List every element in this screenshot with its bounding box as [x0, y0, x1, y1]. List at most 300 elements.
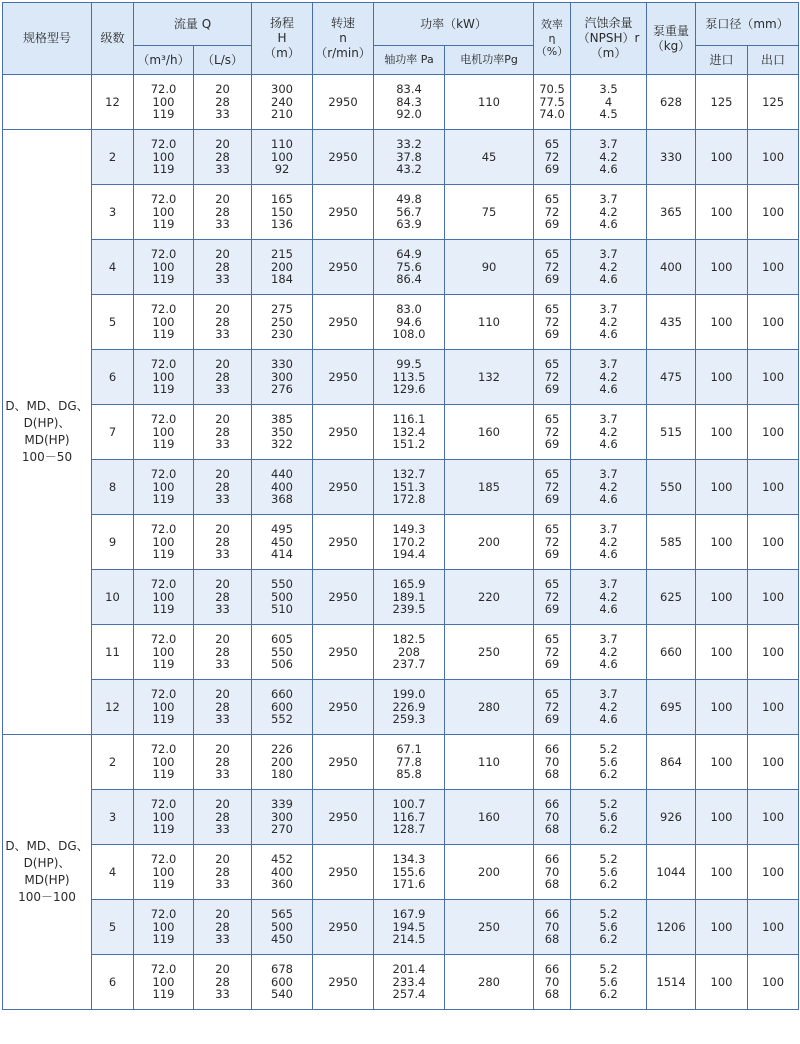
inlet-cell	[696, 185, 748, 240]
table-row	[3, 350, 799, 405]
weight-cell-value: 625	[660, 589, 682, 604]
efficiency-cell-value: 65 72 69	[544, 302, 560, 342]
head-cell	[252, 75, 313, 130]
stage-cell	[92, 240, 134, 295]
inlet-cell	[696, 405, 748, 460]
model-cell	[3, 735, 92, 1010]
header-head	[252, 3, 313, 75]
weight-cell	[647, 295, 696, 350]
inlet-cell-value: 100	[710, 919, 733, 934]
head-cell	[252, 845, 313, 900]
stage-cell	[92, 130, 134, 185]
weight-cell	[647, 900, 696, 955]
efficiency-cell	[534, 460, 571, 515]
motor-power-cell	[445, 350, 534, 405]
weight-cell-value: 1044	[656, 864, 686, 879]
flow-m3h-cell-value: 72.0 100 119	[150, 467, 177, 507]
model-label: D、MD、DG、 D(HP)、 MD(HP) 100－50	[5, 399, 89, 464]
stage-cell	[92, 680, 134, 735]
outlet-cell-value: 100	[762, 149, 785, 164]
inlet-cell	[696, 75, 748, 130]
table-row	[3, 515, 799, 570]
motor-power-cell	[445, 460, 534, 515]
efficiency-cell-value: 66 70 68	[544, 962, 560, 1002]
outlet-cell-value: 100	[762, 919, 785, 934]
shaft-power-cell-value: 182.5 208 237.7	[392, 632, 426, 672]
header-efficiency	[534, 3, 571, 75]
efficiency-cell-value: 66 70 68	[544, 742, 560, 782]
weight-cell-value: 628	[660, 94, 682, 109]
flow-ls-cell-value: 20 28 33	[215, 357, 230, 397]
weight-cell-value: 695	[660, 699, 682, 714]
shaft-power-cell-value: 165.9 189.1 239.5	[392, 577, 426, 617]
motor-power-cell-value: 200	[478, 864, 500, 879]
stage-cell-value: 12	[105, 94, 120, 109]
flow-ls-cell-value: 20 28 33	[215, 82, 230, 122]
outlet-cell	[748, 75, 799, 130]
inlet-cell	[696, 460, 748, 515]
weight-cell-value: 365	[660, 204, 682, 219]
outlet-cell-value: 100	[762, 314, 785, 329]
npsh-cell-value: 3.7 4.2 4.6	[599, 577, 618, 617]
model-cell	[3, 130, 92, 735]
weight-cell	[647, 185, 696, 240]
stage-cell-value: 2	[108, 754, 117, 769]
outlet-cell-value: 100	[762, 974, 785, 989]
head-cell	[252, 680, 313, 735]
shaft-power-cell-value: 67.1 77.8 85.8	[396, 742, 422, 782]
inlet-cell	[696, 900, 748, 955]
head-cell-value: 495 450 414	[271, 522, 293, 562]
header-outlet: 出口	[748, 46, 799, 75]
inlet-cell	[696, 240, 748, 295]
efficiency-cell-value: 65 72 69	[544, 467, 560, 507]
speed-cell-value: 2950	[328, 314, 358, 329]
efficiency-cell	[534, 240, 571, 295]
flow-m3h-cell-value: 72.0 100 119	[150, 907, 177, 947]
outlet-cell-value: 100	[762, 369, 785, 384]
shaft-power-cell	[374, 845, 445, 900]
inlet-cell-value: 100	[710, 699, 733, 714]
speed-cell	[313, 185, 374, 240]
npsh-cell	[571, 130, 647, 185]
speed-cell	[313, 790, 374, 845]
outlet-cell	[748, 460, 799, 515]
flow-ls-cell-value: 20 28 33	[215, 192, 230, 232]
weight-cell	[647, 570, 696, 625]
stage-cell	[92, 625, 134, 680]
header-model: 规格型号	[3, 3, 92, 75]
table-row	[3, 900, 799, 955]
inlet-cell-value: 100	[710, 314, 733, 329]
header-bore: 泵口径（mm）	[696, 3, 799, 46]
npsh-cell	[571, 350, 647, 405]
table-row	[3, 130, 799, 185]
npsh-cell	[571, 790, 647, 845]
header-npsh	[571, 3, 647, 75]
npsh-cell	[571, 625, 647, 680]
stage-cell-value: 5	[108, 919, 117, 934]
flow-m3h-cell-value: 72.0 100 119	[150, 962, 177, 1002]
shaft-power-cell-value: 83.0 94.6 108.0	[392, 302, 426, 342]
outlet-cell-value: 100	[762, 699, 785, 714]
speed-cell-value: 2950	[328, 369, 358, 384]
stage-cell-value: 6	[108, 974, 117, 989]
flow-ls-cell-value: 20 28 33	[215, 577, 230, 617]
efficiency-cell	[534, 185, 571, 240]
flow-m3h-cell-value: 72.0 100 119	[150, 742, 177, 782]
flow-m3h-cell	[134, 350, 194, 405]
npsh-cell	[571, 75, 647, 130]
motor-power-cell	[445, 845, 534, 900]
head-cell-value: 385 350 322	[271, 412, 293, 452]
flow-ls-cell	[194, 625, 252, 680]
outlet-cell-value: 100	[762, 479, 785, 494]
weight-cell-value: 585	[660, 534, 682, 549]
table-body	[3, 75, 799, 1010]
inlet-cell	[696, 295, 748, 350]
efficiency-cell-value: 66 70 68	[544, 907, 560, 947]
shaft-power-cell-value: 100.7 116.7 128.7	[392, 797, 426, 837]
flow-ls-cell	[194, 130, 252, 185]
outlet-cell-value: 100	[762, 259, 785, 274]
efficiency-cell	[534, 75, 571, 130]
speed-cell	[313, 900, 374, 955]
motor-power-cell	[445, 295, 534, 350]
npsh-cell-value: 3.7 4.2 4.6	[599, 522, 618, 562]
speed-cell	[313, 350, 374, 405]
npsh-cell-value: 5.2 5.6 6.2	[599, 742, 618, 782]
speed-cell-value: 2950	[328, 864, 358, 879]
shaft-power-cell	[374, 680, 445, 735]
inlet-cell	[696, 350, 748, 405]
flow-ls-cell-value: 20 28 33	[215, 907, 230, 947]
motor-power-cell-value: 250	[478, 644, 500, 659]
head-cell	[252, 460, 313, 515]
flow-m3h-cell-value: 72.0 100 119	[150, 137, 177, 177]
inlet-cell-value: 100	[710, 479, 733, 494]
flow-ls-cell-value: 20 28 33	[215, 302, 230, 342]
speed-cell	[313, 295, 374, 350]
inlet-cell-value: 100	[710, 149, 733, 164]
flow-ls-cell-value: 20 28 33	[215, 962, 230, 1002]
npsh-cell	[571, 515, 647, 570]
weight-cell-value: 550	[660, 479, 682, 494]
efficiency-cell-value: 65 72 69	[544, 192, 560, 232]
shaft-power-cell-value: 49.8 56.7 63.9	[396, 192, 422, 232]
weight-cell	[647, 735, 696, 790]
npsh-cell	[571, 460, 647, 515]
outlet-cell-value: 100	[762, 204, 785, 219]
table-row	[3, 240, 799, 295]
npsh-cell-value: 5.2 5.6 6.2	[599, 962, 618, 1002]
head-cell-value: 339 300 270	[271, 797, 293, 837]
motor-power-cell	[445, 625, 534, 680]
flow-ls-cell-value: 20 28 33	[215, 522, 230, 562]
stage-cell-value: 10	[105, 589, 120, 604]
speed-cell-value: 2950	[328, 754, 358, 769]
flow-m3h-cell-value: 72.0 100 119	[150, 247, 177, 287]
flow-m3h-cell	[134, 295, 194, 350]
table-row	[3, 790, 799, 845]
efficiency-cell	[534, 405, 571, 460]
speed-cell	[313, 955, 374, 1010]
shaft-power-cell	[374, 295, 445, 350]
head-cell-value: 565 500 450	[271, 907, 293, 947]
speed-cell-value: 2950	[328, 149, 358, 164]
inlet-cell-value: 100	[710, 369, 733, 384]
efficiency-cell	[534, 680, 571, 735]
motor-power-cell	[445, 130, 534, 185]
motor-power-cell-value: 250	[478, 919, 500, 934]
efficiency-cell	[534, 515, 571, 570]
shaft-power-cell	[374, 350, 445, 405]
shaft-power-cell	[374, 735, 445, 790]
weight-cell	[647, 625, 696, 680]
head-cell	[252, 790, 313, 845]
stage-cell-value: 3	[108, 204, 117, 219]
inlet-cell-value: 100	[710, 424, 733, 439]
flow-ls-cell-value: 20 28 33	[215, 742, 230, 782]
flow-ls-cell-value: 20 28 33	[215, 632, 230, 672]
header-flow-m3h: （m³/h）	[134, 46, 194, 75]
head-cell-value: 275 250 230	[271, 302, 293, 342]
shaft-power-cell-value: 64.9 75.6 86.4	[396, 247, 422, 287]
speed-cell-value: 2950	[328, 644, 358, 659]
weight-cell-value: 1514	[656, 974, 686, 989]
head-cell	[252, 570, 313, 625]
inlet-cell-value: 100	[710, 864, 733, 879]
motor-power-cell-value: 110	[478, 754, 500, 769]
stage-cell-value: 5	[108, 314, 117, 329]
outlet-cell-value: 100	[762, 644, 785, 659]
header-head-label: 扬程 H （m）	[264, 16, 300, 60]
speed-cell	[313, 405, 374, 460]
flow-ls-cell	[194, 680, 252, 735]
weight-cell-value: 660	[660, 644, 682, 659]
npsh-cell-value: 3.7 4.2 4.6	[599, 412, 618, 452]
header-weight-label: 泵重量 （kg）	[651, 23, 691, 53]
motor-power-cell-value: 220	[478, 589, 500, 604]
flow-ls-cell-value: 20 28 33	[215, 797, 230, 837]
efficiency-cell-value: 65 72 69	[544, 357, 560, 397]
stage-cell	[92, 350, 134, 405]
outlet-cell	[748, 955, 799, 1010]
stage-cell	[92, 900, 134, 955]
efficiency-cell	[534, 350, 571, 405]
weight-cell-value: 400	[660, 259, 682, 274]
weight-cell-value: 926	[660, 809, 682, 824]
flow-m3h-cell	[134, 460, 194, 515]
npsh-cell	[571, 405, 647, 460]
shaft-power-cell-value: 132.7 151.3 172.8	[392, 467, 426, 507]
efficiency-cell-value: 65 72 69	[544, 522, 560, 562]
flow-ls-cell-value: 20 28 33	[215, 467, 230, 507]
efficiency-cell	[534, 130, 571, 185]
speed-cell	[313, 845, 374, 900]
weight-cell	[647, 75, 696, 130]
speed-cell-value: 2950	[328, 424, 358, 439]
flow-ls-cell-value: 20 28 33	[215, 852, 230, 892]
inlet-cell	[696, 735, 748, 790]
head-cell	[252, 295, 313, 350]
head-cell-value: 300 240 210	[271, 82, 293, 122]
head-cell	[252, 900, 313, 955]
header-power: 功率（kW）	[374, 3, 534, 46]
efficiency-cell	[534, 845, 571, 900]
npsh-cell-value: 3.5 4 4.5	[599, 82, 618, 122]
weight-cell	[647, 405, 696, 460]
head-cell	[252, 515, 313, 570]
stage-cell	[92, 515, 134, 570]
outlet-cell	[748, 790, 799, 845]
stage-cell-value: 4	[108, 864, 117, 879]
motor-power-cell-value: 160	[478, 424, 500, 439]
stage-cell-value: 8	[108, 479, 117, 494]
head-cell-value: 452 400 360	[271, 852, 293, 892]
motor-power-cell	[445, 680, 534, 735]
flow-ls-cell-value: 20 28 33	[215, 412, 230, 452]
flow-m3h-cell	[134, 570, 194, 625]
stage-cell-value: 11	[105, 644, 120, 659]
table-row	[3, 405, 799, 460]
pump-spec-table	[2, 2, 799, 1010]
npsh-cell-value: 5.2 5.6 6.2	[599, 907, 618, 947]
speed-cell	[313, 625, 374, 680]
header-speed-label: 转速 n （r/min）	[315, 16, 371, 60]
outlet-cell	[748, 130, 799, 185]
outlet-cell-value: 100	[762, 424, 785, 439]
motor-power-cell	[445, 570, 534, 625]
motor-power-cell	[445, 955, 534, 1010]
inlet-cell-value: 100	[710, 204, 733, 219]
head-cell	[252, 130, 313, 185]
outlet-cell	[748, 350, 799, 405]
header-weight	[647, 3, 696, 75]
weight-cell-value: 330	[660, 149, 682, 164]
flow-m3h-cell	[134, 900, 194, 955]
flow-m3h-cell	[134, 845, 194, 900]
stage-cell-value: 6	[108, 369, 117, 384]
speed-cell	[313, 460, 374, 515]
weight-cell	[647, 460, 696, 515]
inlet-cell	[696, 515, 748, 570]
flow-m3h-cell-value: 72.0 100 119	[150, 82, 177, 122]
speed-cell-value: 2950	[328, 919, 358, 934]
motor-power-cell-value: 280	[478, 974, 500, 989]
shaft-power-cell	[374, 955, 445, 1010]
flow-m3h-cell-value: 72.0 100 119	[150, 577, 177, 617]
stage-cell-value: 12	[105, 699, 120, 714]
npsh-cell-value: 3.7 4.2 4.6	[599, 137, 618, 177]
flow-m3h-cell-value: 72.0 100 119	[150, 797, 177, 837]
efficiency-cell	[534, 625, 571, 680]
weight-cell	[647, 240, 696, 295]
outlet-cell-value: 100	[762, 864, 785, 879]
efficiency-cell-value: 70.5 77.5 74.0	[539, 82, 565, 122]
shaft-power-cell-value: 33.2 37.8 43.2	[396, 137, 422, 177]
weight-cell	[647, 845, 696, 900]
flow-ls-cell	[194, 955, 252, 1010]
stage-cell-value: 2	[108, 149, 117, 164]
flow-ls-cell-value: 20 28 33	[215, 137, 230, 177]
outlet-cell	[748, 240, 799, 295]
outlet-cell-value: 125	[762, 94, 785, 109]
flow-m3h-cell	[134, 790, 194, 845]
motor-power-cell	[445, 900, 534, 955]
outlet-cell	[748, 570, 799, 625]
head-cell-value: 550 500 510	[271, 577, 293, 617]
outlet-cell	[748, 405, 799, 460]
stage-cell	[92, 405, 134, 460]
motor-power-cell-value: 75	[481, 204, 497, 219]
shaft-power-cell	[374, 405, 445, 460]
motor-power-cell	[445, 185, 534, 240]
shaft-power-cell	[374, 790, 445, 845]
npsh-cell	[571, 185, 647, 240]
head-cell-value: 660 600 552	[271, 687, 293, 727]
head-cell-value: 215 200 184	[271, 247, 293, 287]
outlet-cell	[748, 185, 799, 240]
inlet-cell	[696, 790, 748, 845]
stage-cell-value: 7	[108, 424, 117, 439]
shaft-power-cell	[374, 460, 445, 515]
outlet-cell	[748, 625, 799, 680]
header-efficiency-label: 效率 η （%）	[535, 17, 569, 59]
motor-power-cell	[445, 790, 534, 845]
flow-m3h-cell	[134, 955, 194, 1010]
motor-power-cell	[445, 240, 534, 295]
inlet-cell	[696, 625, 748, 680]
weight-cell-value: 475	[660, 369, 682, 384]
motor-power-cell-value: 45	[481, 149, 497, 164]
shaft-power-cell-value: 116.1 132.4 151.2	[392, 412, 426, 452]
head-cell-value: 110 100 92	[271, 137, 293, 177]
shaft-power-cell	[374, 515, 445, 570]
flow-ls-cell	[194, 185, 252, 240]
npsh-cell-value: 3.7 4.2 4.6	[599, 632, 618, 672]
npsh-cell-value: 3.7 4.2 4.6	[599, 687, 618, 727]
flow-m3h-cell	[134, 130, 194, 185]
speed-cell	[313, 735, 374, 790]
speed-cell	[313, 130, 374, 185]
shaft-power-cell	[374, 130, 445, 185]
motor-power-cell-value: 185	[478, 479, 500, 494]
shaft-power-cell-value: 167.9 194.5 214.5	[392, 907, 426, 947]
shaft-power-cell	[374, 900, 445, 955]
npsh-cell	[571, 845, 647, 900]
motor-power-cell-value: 132	[478, 369, 500, 384]
stage-cell-value: 9	[108, 534, 117, 549]
efficiency-cell-value: 65 72 69	[544, 137, 560, 177]
efficiency-cell	[534, 735, 571, 790]
speed-cell	[313, 515, 374, 570]
weight-cell	[647, 130, 696, 185]
header-speed	[313, 3, 374, 75]
table-row	[3, 955, 799, 1010]
flow-m3h-cell-value: 72.0 100 119	[150, 852, 177, 892]
npsh-cell-value: 3.7 4.2 4.6	[599, 357, 618, 397]
npsh-cell	[571, 570, 647, 625]
motor-power-cell	[445, 735, 534, 790]
inlet-cell-value: 100	[710, 754, 733, 769]
flow-m3h-cell-value: 72.0 100 119	[150, 412, 177, 452]
inlet-cell-value: 100	[710, 534, 733, 549]
flow-m3h-cell	[134, 405, 194, 460]
outlet-cell	[748, 845, 799, 900]
npsh-cell	[571, 900, 647, 955]
npsh-cell-value: 3.7 4.2 4.6	[599, 247, 618, 287]
